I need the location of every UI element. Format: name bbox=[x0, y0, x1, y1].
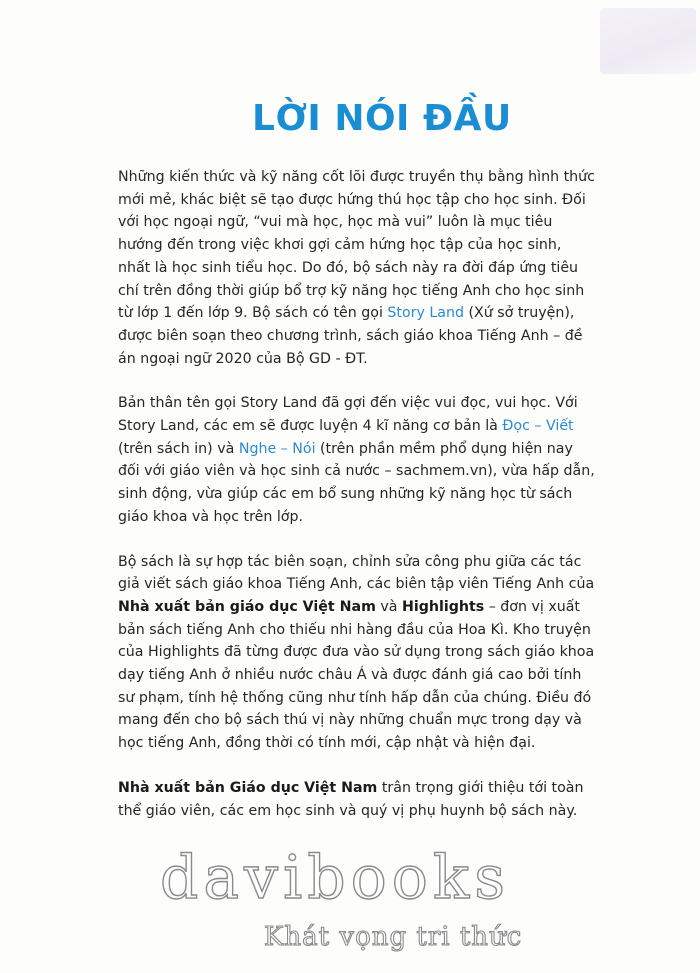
skill-read-write-highlight: Đọc – Viết bbox=[502, 418, 574, 435]
preface-body bbox=[118, 166, 598, 844]
paragraph-intro-text: Những kiến thức và kỹ năng cốt lõi được truyền thụ bằng hình thức mới mẻ, khác biệt sẽ tạo được hứng thú học tập cho học sinh. Đối với học ngoại ngữ, “vui mà học, học mà vui” luôn là mục tiêu hướng đến trong việc khơi gợi cảm hứng học tập của học sinh, nhất là học sinh tiểu học. Do đó, bộ sách này ra đời đáp ứng tiêu chí trên đồng thời giúp bổ trợ kỹ năng học tiếng Anh cho học sinh từ lớp 1 đến lớp 9. Bộ sách có tên gọi bbox=[118, 169, 595, 322]
series-name-highlight: Story Land bbox=[387, 305, 464, 322]
paragraph-intro-text-end: (Xứ sở truyện), được biên soạn theo chương trình, sách giáo khoa Tiếng Anh – đề án ngoại ngữ 2020 của Bộ GD - ĐT. bbox=[118, 305, 583, 367]
paragraph-collaboration-text-mid: và bbox=[375, 598, 402, 615]
bleed-through-shadow bbox=[600, 8, 696, 74]
closing-publisher-bold: Nhà xuất bản Giáo dục Việt Nam bbox=[118, 779, 378, 796]
watermark-slogan: Khát vọng tri thức bbox=[264, 922, 523, 952]
paragraph-skills-text-mid: (trên sách in) và bbox=[118, 440, 239, 457]
partner-name-bold: Highlights bbox=[401, 598, 485, 615]
paragraph-skills-text-end: (trên phần mềm phổ dụng hiện nay đối với giáo viên và học sinh cả nước – sachmem.vn), vừa hấp dẫn, sinh động, vừa giúp các em bổ sung những kỹ năng học từ sách giáo khoa và học trên lớp. bbox=[118, 440, 595, 525]
publisher-name-bold: Nhà xuất bản giáo dục Việt Nam bbox=[118, 598, 376, 615]
paragraph-closing bbox=[118, 777, 598, 822]
paragraph-collaboration-text: Bộ sách là sự hợp tác biên soạn, chỉnh sửa công phu giữa các tác giả viết sách giáo khoa Tiếng Anh, các biên tập viên Tiếng Anh của bbox=[118, 553, 595, 593]
paragraph-closing-text: trân trọng giới thiệu tới toàn thể giáo viên, các em học sinh và quý vị phụ huynh bộ sách này. bbox=[118, 779, 584, 819]
paragraph-collaboration-text-end: – đơn vị xuất bản sách tiếng Anh cho thiếu nhi hàng đầu của Hoa Kì. Kho truyện của Highlights đã từng được đưa vào sử dụng trong sách giáo khoa dạy tiếng Anh ở nhiều nước châu Á và được đánh giá cao bởi tính sư phạm, tính hệ thống cũng như tính hấp dẫn của chúng. Điều đó mang đến cho bộ sách thú vị này những chuẩn mực trong dạy và học tiếng Anh, đồng thời có tính mới, cập nhật và hiện đại. bbox=[118, 598, 595, 752]
paragraph-skills bbox=[118, 392, 598, 528]
paragraph-collaboration bbox=[118, 551, 598, 755]
paragraph-intro bbox=[118, 166, 598, 370]
page-title: LỜI NÓI ĐẦU bbox=[252, 98, 512, 139]
paragraph-skills-text: Bản thân tên gọi Story Land đã gợi đến việc vui đọc, vui học. Với Story Land, các em sẽ được luyện 4 kĩ năng cơ bản là bbox=[118, 395, 578, 435]
watermark-brand: davibooks bbox=[160, 843, 511, 913]
skill-listen-speak-highlight: Nghe – Nói bbox=[238, 440, 316, 457]
